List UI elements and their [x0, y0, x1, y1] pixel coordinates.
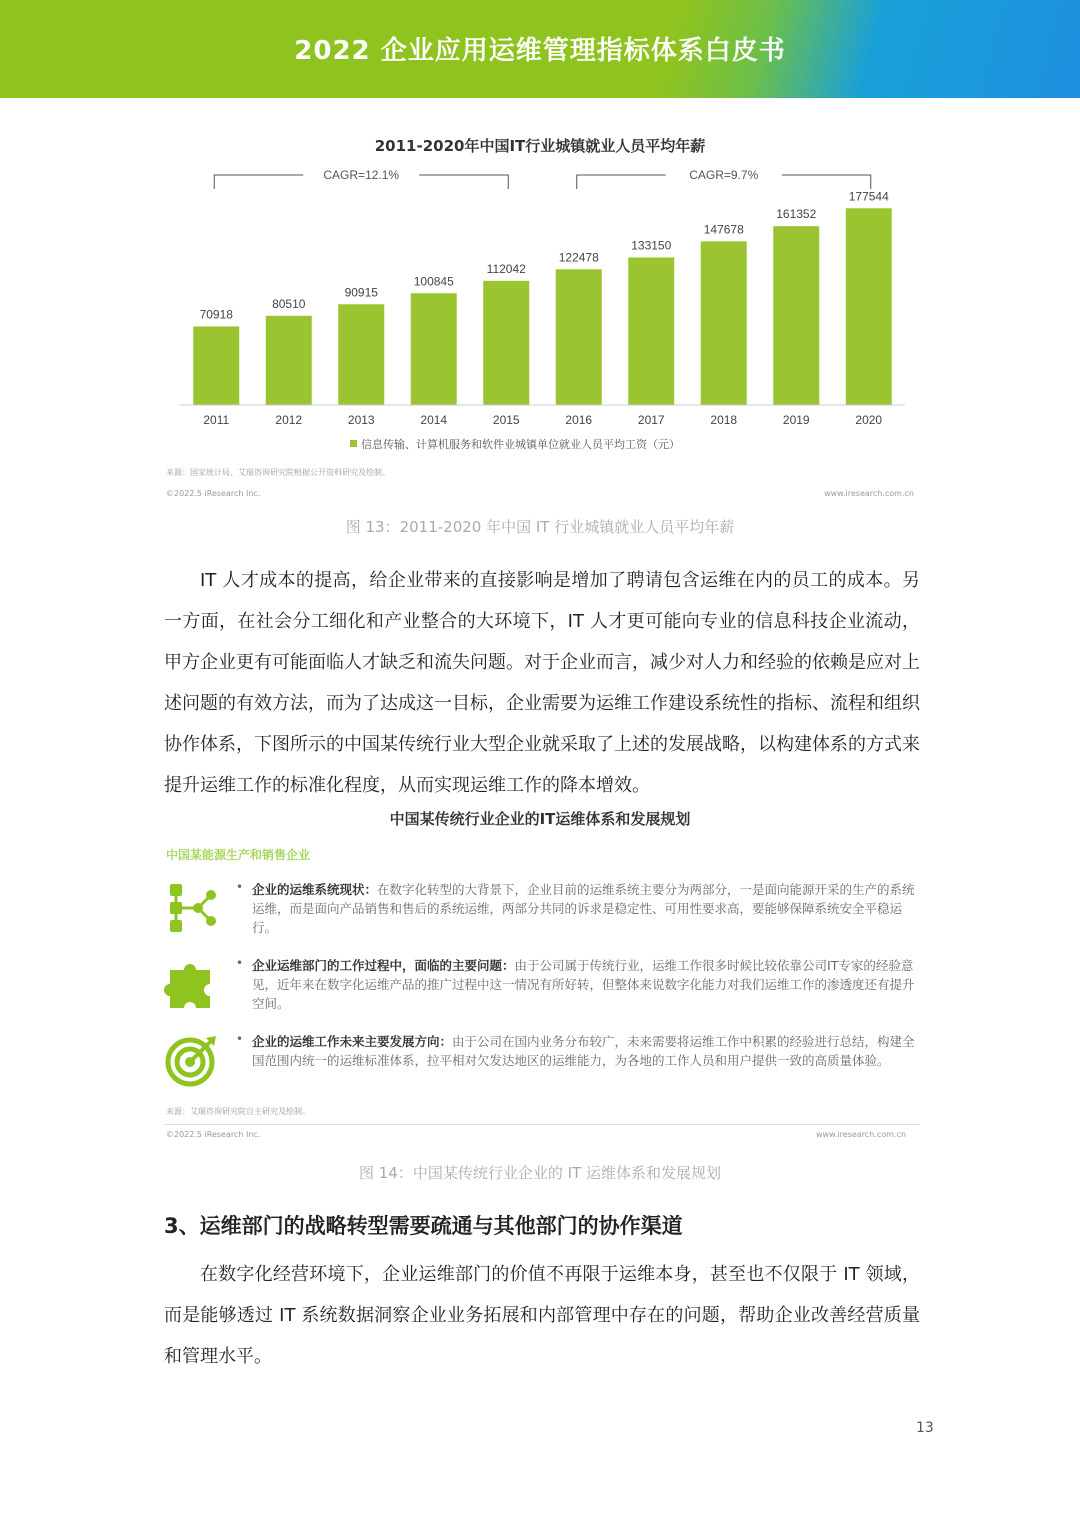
figure-14-site: www.iresearch.com.cn: [816, 1130, 906, 1139]
chart-bar: [556, 269, 602, 405]
legend-swatch: [350, 440, 357, 447]
chart-bar: [193, 326, 239, 405]
network-icon: [164, 880, 220, 936]
paragraph-2-text: 在数字化经营环境下，企业运维部门的价值不再限于运维本身，甚至也不仅限于 IT 领域，而是能够透过 IT 系统数据洞察企业业务拓展和内部管理中存在的问题，帮助企业改善经营质量和管理水平。: [164, 1264, 920, 1367]
x-tick-label: 2011: [203, 413, 230, 427]
chart-bar: [701, 241, 747, 405]
bar-value-label: 80510: [272, 296, 306, 311]
figure-14-title: 中国某传统行业企业的IT运维体系和发展规划: [389, 810, 691, 828]
figure-13-caption: 图 13：2011-2020 年中国 IT 行业城镇就业人员平均年薪: [345, 518, 735, 536]
section-heading: 3、运维部门的战略转型需要疏通与其他部门的协作渠道: [164, 1214, 683, 1238]
legend-label: 信息传输、计算机服务和软件业城镇单位就业人员平均工资（元）: [361, 438, 680, 451]
chart-bar: [411, 293, 457, 405]
list-item: • 企业运维部门的工作过程中，面临的主要问题：由于公司属于传统行业，运维工作很多时候比较依靠公司IT专家的经验意见，近年来在数字化运维产品的推广过程中这一情况有所好转，但整体来说数字化能力对我们运维工作的渗透度还有提升空间。: [164, 956, 920, 1026]
figure-14-source: 来源：艾瑞咨询研究院自主研究及绘制。: [166, 1107, 310, 1116]
x-tick-label: 2012: [275, 413, 303, 427]
list-item: • 企业的运维系统现状：在数字化转型的大背景下，企业目前的运维系统主要分为两部分，一是面向能源开采的生产的系统运维，而是面向产品销售和售后的系统运维，两部分共同的诉求是稳定性、可用性要求高，要能够保障系统安全平稳运行。: [164, 880, 920, 950]
cagr-bracket: [214, 175, 303, 189]
x-tick-label: 2017: [637, 413, 665, 427]
bar-value-label: 90915: [344, 285, 378, 300]
x-tick-label: 2013: [347, 413, 375, 427]
chart-site: www.iresearch.com.cn: [824, 489, 914, 498]
bar-value-label: 177544: [848, 189, 889, 204]
chart-bar: [266, 316, 312, 405]
chart-bar: [773, 226, 819, 405]
page-number: 13: [916, 1420, 934, 1436]
cagr-label: CAGR=9.7%: [689, 168, 759, 182]
bar-value-label: 122478: [558, 250, 599, 265]
bar-value-label: 100845: [413, 274, 454, 289]
document-title: 2022 企业应用运维管理指标体系白皮书: [294, 36, 786, 66]
puzzle-icon: [164, 956, 220, 1012]
chart-plot: [160, 125, 920, 510]
chart-source: 来源：国家统计局、艾瑞咨询研究院根据公开资料研究及绘制。: [166, 468, 390, 477]
bar-value-label: 70918: [199, 307, 233, 322]
bar-value-label: 147678: [703, 222, 744, 237]
list-item: • 企业的运维工作未来主要发展方向：由于公司在国内业务分布较广，未来需要将运维工作中积累的经验进行总结，构建全国范围内统一的运维标准体系，拉平相对欠发达地区的运维能力，为各地的工作人员和用户提供一致的高质量体验。: [164, 1032, 920, 1102]
x-tick-label: 2015: [492, 413, 520, 427]
target-icon: [164, 1032, 220, 1088]
x-tick-label: 2014: [420, 413, 448, 427]
figure-14-caption: 图 14：中国某传统行业企业的 IT 运维体系和发展规划: [359, 1164, 721, 1182]
item-body: 由于公司在国内业务分布较广，未来需要将运维工作中积累的经验进行总结，构建全国范围内统一的运维标准体系，拉平相对欠发达地区的运维能力，为各地的工作人员和用户提供一致的高质量体验。: [252, 1034, 915, 1068]
bar-value-label: 133150: [631, 238, 672, 253]
chart-bar: [338, 304, 384, 405]
chart-copyright: ©2022.5 iResearch Inc.: [166, 489, 261, 498]
cagr-label: CAGR=12.1%: [323, 168, 400, 182]
figure-14-copyright: ©2022.5 iResearch Inc.: [166, 1130, 261, 1139]
cagr-bracket: [577, 175, 666, 189]
item-heading: 企业运维部门的工作过程中，面临的主要问题：: [252, 958, 515, 973]
item-body: 由于公司属于传统行业，运维工作很多时候比较依靠公司IT专家的经验意见，近年来在数字化运维产品的推广过程中这一情况有所好转，但整体来说数字化能力对我们运维工作的渗透度还有提升空间。: [252, 958, 915, 1011]
page-header: [0, 0, 1080, 98]
cagr-bracket: [782, 175, 871, 189]
item-body: 在数字化转型的大背景下，企业目前的运维系统主要分为两部分，一是面向能源开采的生产的系统运维，而是面向产品销售和售后的系统运维，两部分共同的诉求是稳定性、可用性要求高，要能够保障系统安全平稳运行。: [252, 882, 915, 935]
item-heading: 企业的运维系统现状：: [252, 882, 378, 897]
x-tick-label: 2020: [855, 413, 883, 427]
item-heading: 企业的运维工作未来主要发展方向：: [252, 1034, 453, 1049]
cagr-bracket: [419, 175, 508, 189]
divider: [164, 1124, 920, 1125]
body-paragraph-1: [164, 560, 920, 806]
salary-chart: [160, 125, 920, 510]
chart-bar: [483, 281, 529, 405]
figure-14-subtitle: 中国某能源生产和销售企业: [166, 848, 311, 862]
chart-bar: [846, 208, 892, 405]
chart-bar: [628, 257, 674, 405]
x-tick-label: 2018: [710, 413, 738, 427]
x-tick-label: 2016: [565, 413, 593, 427]
body-paragraph-2: [164, 1254, 920, 1377]
chart-title: 2011-2020年中国IT行业城镇就业人员平均年薪: [374, 137, 706, 155]
x-tick-label: 2019: [782, 413, 810, 427]
bar-value-label: 112042: [486, 261, 526, 276]
bar-value-label: 161352: [776, 207, 817, 222]
paragraph-1-text: IT 人才成本的提高，给企业带来的直接影响是增加了聘请包含运维在内的员工的成本。另一方面，在社会分工细化和产业整合的大环境下，IT 人才更可能向专业的信息科技企业流动，甲方企业更有可能面临人才缺乏和流失问题。对于企业而言，减少对人力和经验的依赖是应对上述问题的有效方法，而为了达成这一目标，企业需要为运维工作建设系统性的指标、流程和组织协作体系，下图所示的中国某传统行业大型企业就采取了上述的发展战略，以构建体系的方式来提升运维工作的标准化程度，从而实现运维工作的降本增效。: [164, 570, 920, 796]
